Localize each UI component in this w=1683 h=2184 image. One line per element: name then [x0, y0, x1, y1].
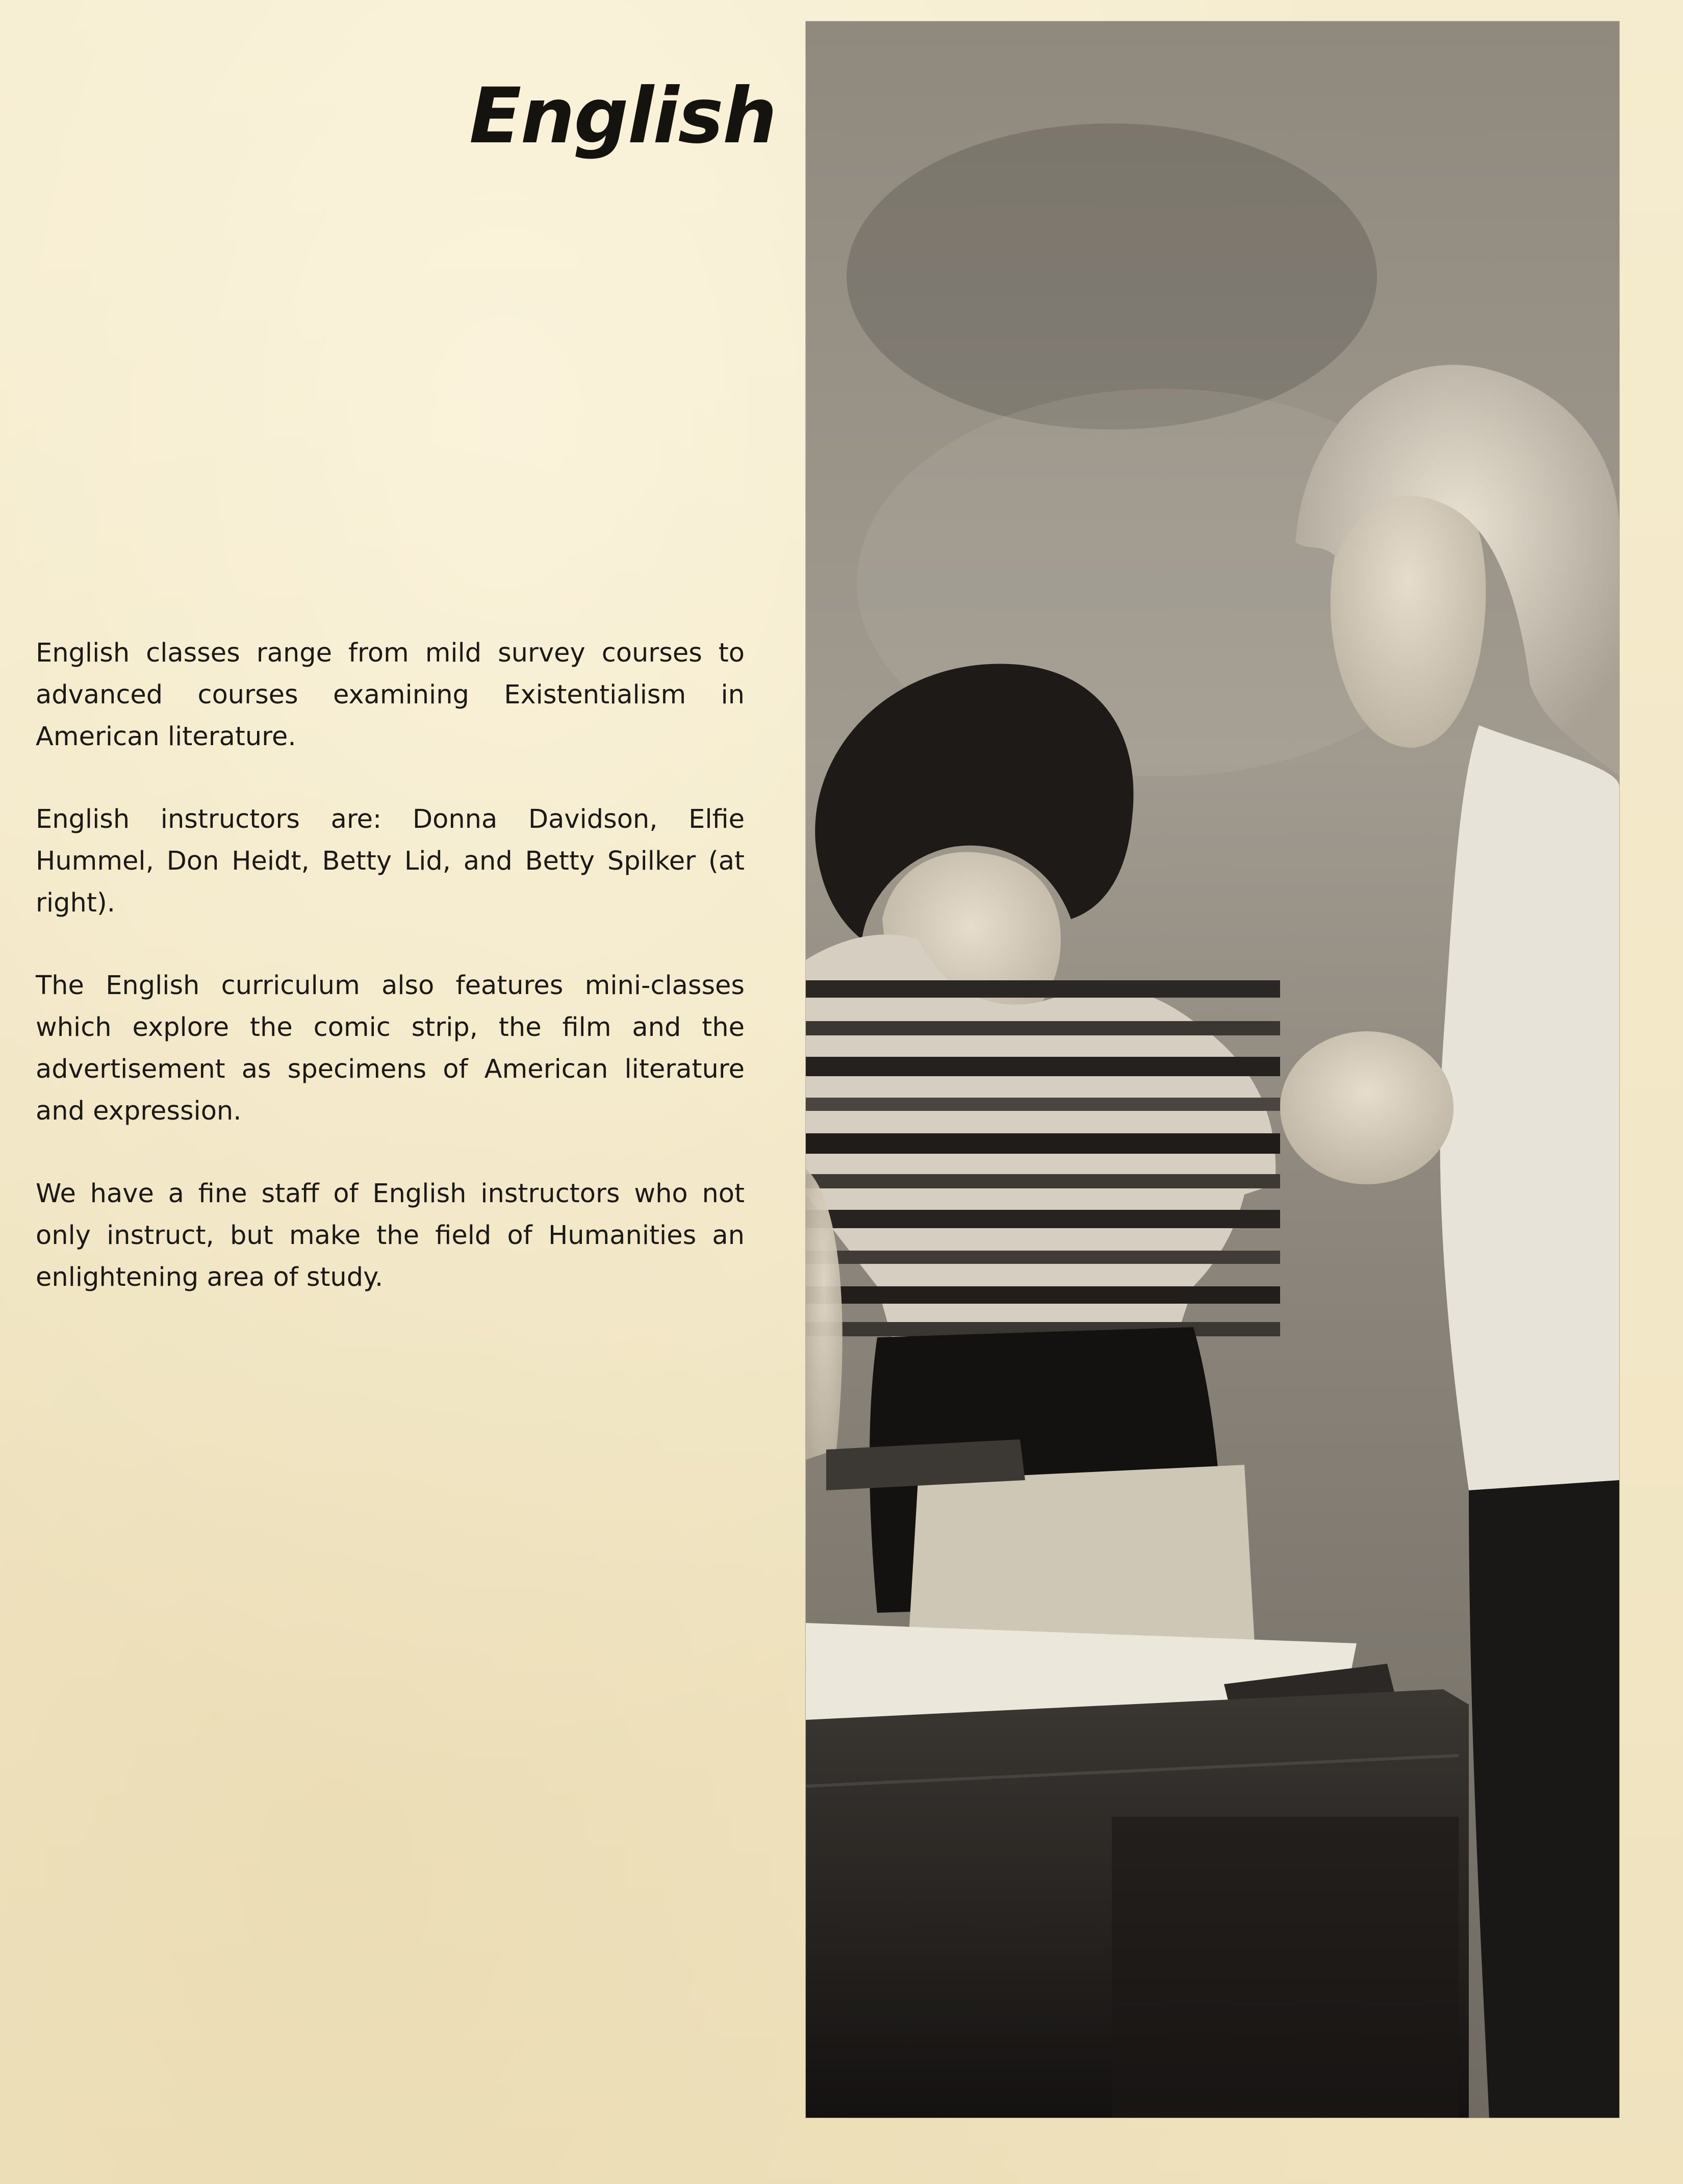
desk-drawer	[1112, 1817, 1459, 2118]
classroom-photo	[806, 21, 1619, 2118]
instructor-sweater	[1440, 725, 1619, 1490]
paragraph-staff: We have a fine staff of English instructors who not only instruct, but make the field of Humanities an enlightening area of study.	[36, 1179, 745, 1292]
instructor-skirt	[1469, 1480, 1619, 2118]
body-text	[36, 632, 745, 1339]
classroom-photo-illustration	[806, 21, 1619, 2118]
paragraph-classes: English classes range from mild survey courses to advanced courses examining Existentialism in American literature.	[36, 638, 745, 752]
paragraph-instructors: English instructors are: Donna Davidson, Elfie Hummel, Don Heidt, Betty Lid, and Betty Spilker (at right).	[36, 804, 745, 918]
instructor-hands	[1280, 1031, 1454, 1184]
page-title: English	[469, 71, 776, 161]
paper-bag	[908, 1465, 1255, 1654]
paragraph-mini-classes: The English curriculum also features mini-classes which explore the comic strip, the film and the advertisement as specimens of American literature and expression.	[36, 971, 745, 1126]
